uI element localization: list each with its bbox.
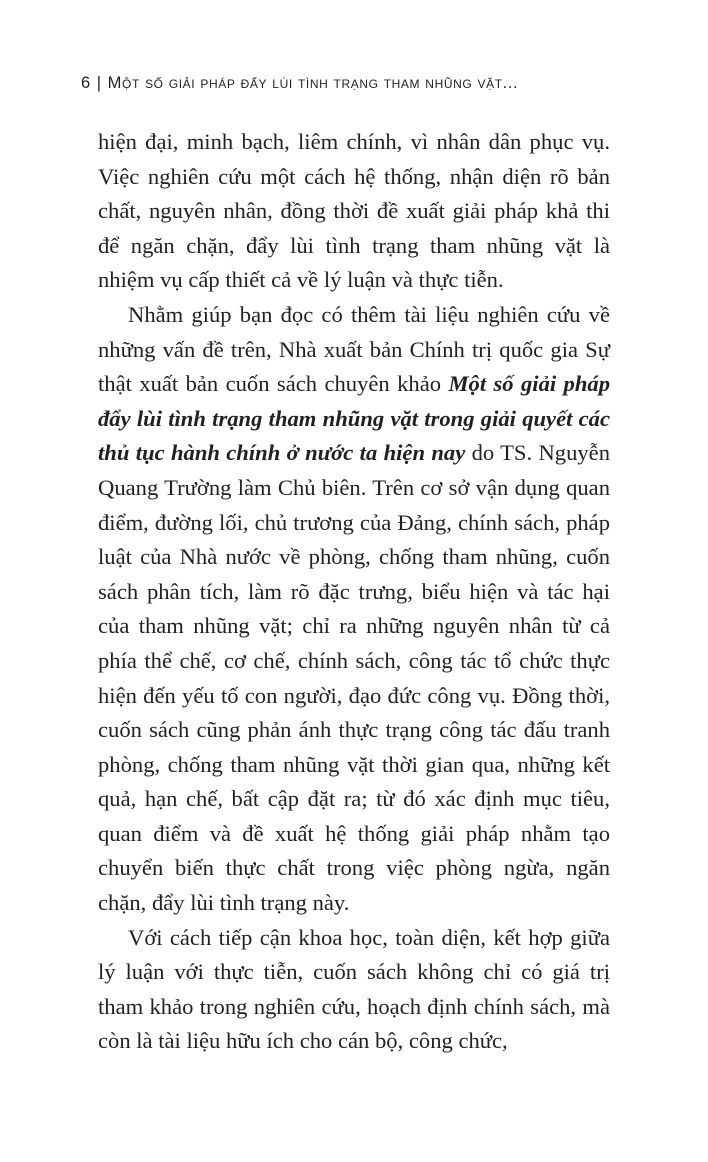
paragraph-1-text: hiện đại, minh bạch, liêm chính, vì nhân dân phục vụ. Việc nghiên cứu một cách hệ thống, nhận diện rõ bản chất, nguyên nhân, đồng thời đề xuất giải pháp khả thi để ngăn chặn, đẩy lùi tình trạng tham nhũng vặt là nhiệm vụ cấp thiết cả về lý luận và thực tiễn. [98, 129, 610, 293]
paragraph-3-text: Với cách tiếp cận khoa học, toàn diện, kết hợp giữa lý luận với thực tiễn, cuốn sách không chỉ có giá trị tham khảo trong nghiên cứu, hoạch định chính sách, mà còn là tài liệu hữu ích cho cán bộ, công chức, [98, 924, 610, 1054]
paragraph-2-text-before: Nhằm giúp bạn đọc có thêm tài liệu nghiên cứu về những vấn đề trên, Nhà xuất bản Chính trị quốc gia Sự thật xuất bản cuốn sách chuyên khảo [98, 301, 610, 397]
paragraph-2 [98, 298, 610, 921]
paragraph-2-text-after: do TS. Nguyễn Quang Trường làm Chủ biên. Trên cơ sở vận dụng quan điểm, đường lối, chủ trương của Đảng, chính sách, pháp luật của Nhà nước về phòng, chống tham nhũng, cuốn sách phân tích, làm rõ đặc trưng, biểu hiện và tác hại của tham nhũng vặt; chỉ ra những nguyên nhân từ cả phía thể chế, cơ chế, chính sách, công tác tổ chức thực hiện đến yếu tố con người, đạo đức công vụ. Đồng thời, cuốn sách cũng phản ánh thực trạng công tác đấu tranh phòng, chống tham nhũng vặt thời gian qua, những kết quả, hạn chế, bất cập đặt ra; từ đó xác định mục tiêu, quan điểm và đề xuất hệ thống giải pháp nhằm tạo chuyển biến thực chất trong việc phòng ngừa, ngăn chặn, đẩy lùi tình trạng này. [98, 440, 610, 916]
body-text [98, 125, 610, 1059]
running-head-title: Một số giải pháp đẩy lùi tình trạng tham nhũng vặt... [107, 74, 519, 92]
running-head-separator: | [96, 74, 102, 92]
book-title: Một số giải pháp đẩy lùi tình trạng tham nhũng vặt trong giải quyết các thủ tục hành chính ở nước ta hiện nay [98, 371, 610, 466]
running-head [81, 74, 518, 93]
paragraph-1 [98, 125, 610, 298]
page-number: 6 [81, 74, 91, 92]
paragraph-3 [98, 921, 610, 1059]
